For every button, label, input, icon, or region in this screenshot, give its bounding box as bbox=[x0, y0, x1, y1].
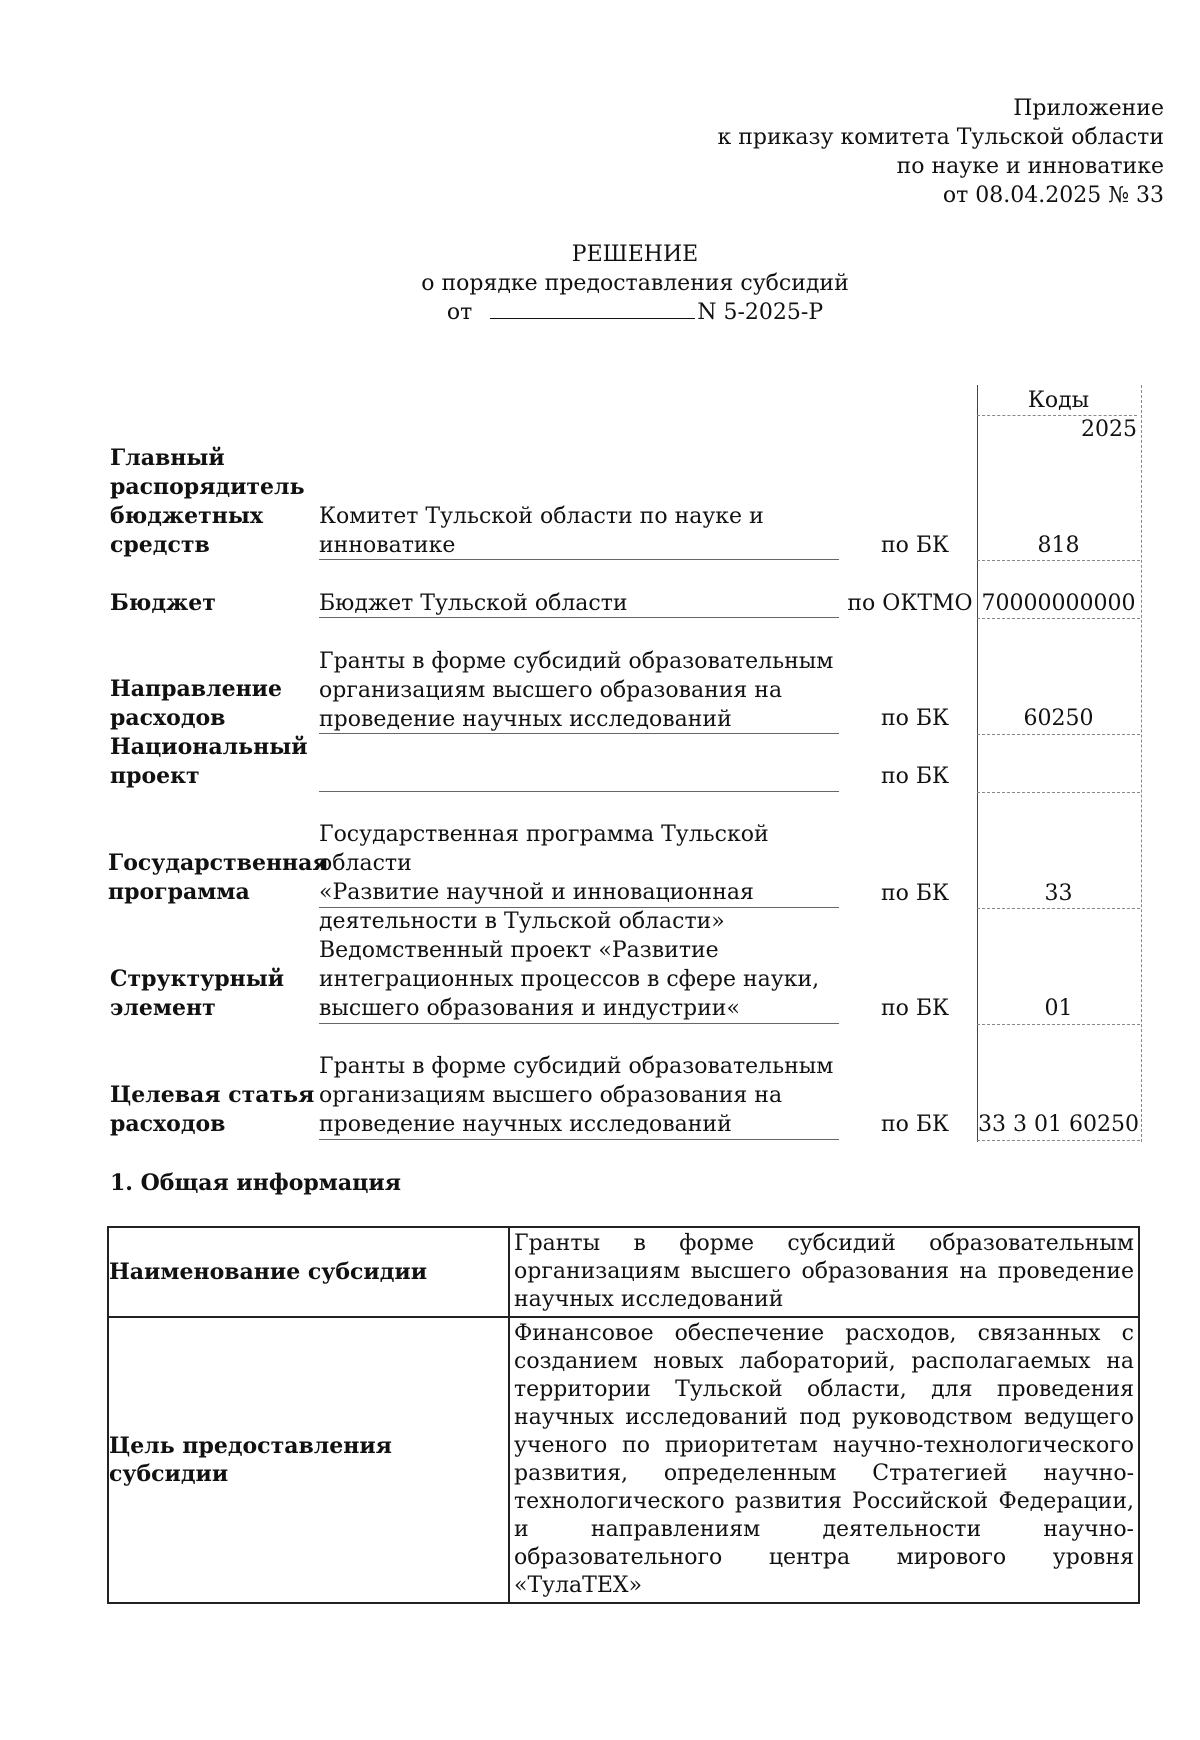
table-row bbox=[108, 1317, 1139, 1603]
appendix-line: Приложение bbox=[1013, 96, 1164, 121]
decision-date-line bbox=[447, 298, 823, 327]
date-blank-field bbox=[490, 298, 695, 319]
classifier-label: по БК bbox=[880, 881, 950, 906]
classifier-label: по БК bbox=[880, 1112, 950, 1137]
subsidy-purpose-value: Финансовое обеспечение расходов, связанных с созданием новых лабораторий, располагаемых на территории Тульской области, для проведения научных исследований под руководством ведущего ученого по приоритетам научно-технологического развития, определенным Стратегией научно-технологического развития Российской Федерации, и направлениям деятельности научно-образовательного центра мирового уровня «ТулаТЕХ» bbox=[509, 1317, 1139, 1603]
appendix-header bbox=[718, 94, 1164, 210]
codes-row-divider bbox=[977, 908, 1140, 909]
code-value: 818 bbox=[1037, 533, 1080, 558]
subsidy-purpose-label: Цель предоставления субсидии bbox=[108, 1317, 509, 1603]
codes-row-divider bbox=[977, 1140, 1140, 1141]
codes-column bbox=[977, 385, 1142, 1142]
section-title-general-info: 1. Общая информация bbox=[110, 1170, 401, 1196]
codes-row-divider bbox=[977, 560, 1140, 561]
classifier-label: по БК bbox=[880, 533, 950, 558]
code-value: 33 3 01 60250 bbox=[978, 1112, 1139, 1137]
field-value-main-manager: Комитет Тульской области по науке и инноватике bbox=[319, 504, 764, 558]
code-value: 01 bbox=[1044, 996, 1073, 1021]
subsidy-name-label: Наименование субсидии bbox=[108, 1227, 509, 1317]
codes-row-divider bbox=[977, 792, 1140, 793]
subsidy-name-value: Гранты в форме субсидий образовательным организациям высшего образования на проведение научных исследований bbox=[509, 1227, 1139, 1317]
code-value: 60250 bbox=[1023, 706, 1094, 731]
field-underline bbox=[319, 733, 839, 734]
field-value-target-article: Гранты в форме субсидий образовательным организациям высшего образования на проведение научных исследований bbox=[319, 1054, 834, 1137]
field-underline bbox=[319, 791, 839, 792]
code-value: 33 bbox=[1044, 881, 1073, 906]
classifier-label: по ОКТМО bbox=[847, 591, 973, 616]
appendix-date-number: от 08.04.2025 № 33 bbox=[942, 183, 1164, 208]
decision-title bbox=[0, 240, 1200, 327]
codes-row-divider bbox=[977, 1024, 1140, 1025]
date-prefix: от bbox=[446, 300, 473, 325]
decision-subheading: о порядке предоставления субсидий bbox=[421, 271, 849, 296]
field-label-target-article: Целевая статья расходов bbox=[110, 1082, 315, 1137]
field-label-main-manager: Главный распорядитель бюджетных средств bbox=[110, 445, 305, 558]
codes-row-divider bbox=[977, 734, 1140, 735]
table-row bbox=[108, 1227, 1139, 1317]
field-label-expense-direction: Направление расходов bbox=[110, 676, 282, 731]
field-label-national-project: Национальный проект bbox=[110, 734, 308, 789]
classifier-label: по БК bbox=[880, 764, 950, 789]
appendix-line: к приказу комитета Тульской области bbox=[717, 125, 1164, 150]
field-label-structural-element: Структурный элемент bbox=[110, 966, 285, 1021]
field-underline bbox=[319, 617, 839, 618]
classifier-label: по БК bbox=[880, 706, 950, 731]
codes-header: Коды bbox=[1027, 388, 1090, 413]
field-value-expense-direction: Гранты в форме субсидий образовательным организациям высшего образования на проведение научных исследований bbox=[319, 649, 834, 732]
classifier-label: по БК bbox=[880, 996, 950, 1021]
field-value-budget: Бюджет Тульской области bbox=[319, 591, 628, 616]
field-label-state-program: Государственная программа bbox=[108, 850, 329, 905]
field-underline bbox=[319, 1139, 839, 1140]
decision-heading: РЕШЕНИЕ bbox=[571, 242, 699, 267]
field-underline bbox=[319, 559, 839, 560]
codes-year: 2025 bbox=[977, 415, 1137, 444]
codes-row-divider bbox=[977, 618, 1140, 619]
decision-number: N 5-2025-Р bbox=[697, 300, 824, 325]
general-info-table bbox=[107, 1226, 1140, 1604]
code-value: 70000000000 bbox=[981, 591, 1136, 616]
field-value-structural-element: Ведомственный проект «Развитие интеграционных процессов в сфере науки, высшего образования и индустрии« bbox=[319, 938, 820, 1021]
field-value-state-program: Государственная программа Тульской области «Развитие научной и инновационная деятельности в Тульской области» bbox=[319, 822, 769, 934]
field-label-budget: Бюджет bbox=[110, 590, 216, 616]
field-underline bbox=[319, 907, 839, 908]
appendix-line: по науке и инноватике bbox=[896, 154, 1164, 179]
field-underline bbox=[319, 1023, 839, 1024]
